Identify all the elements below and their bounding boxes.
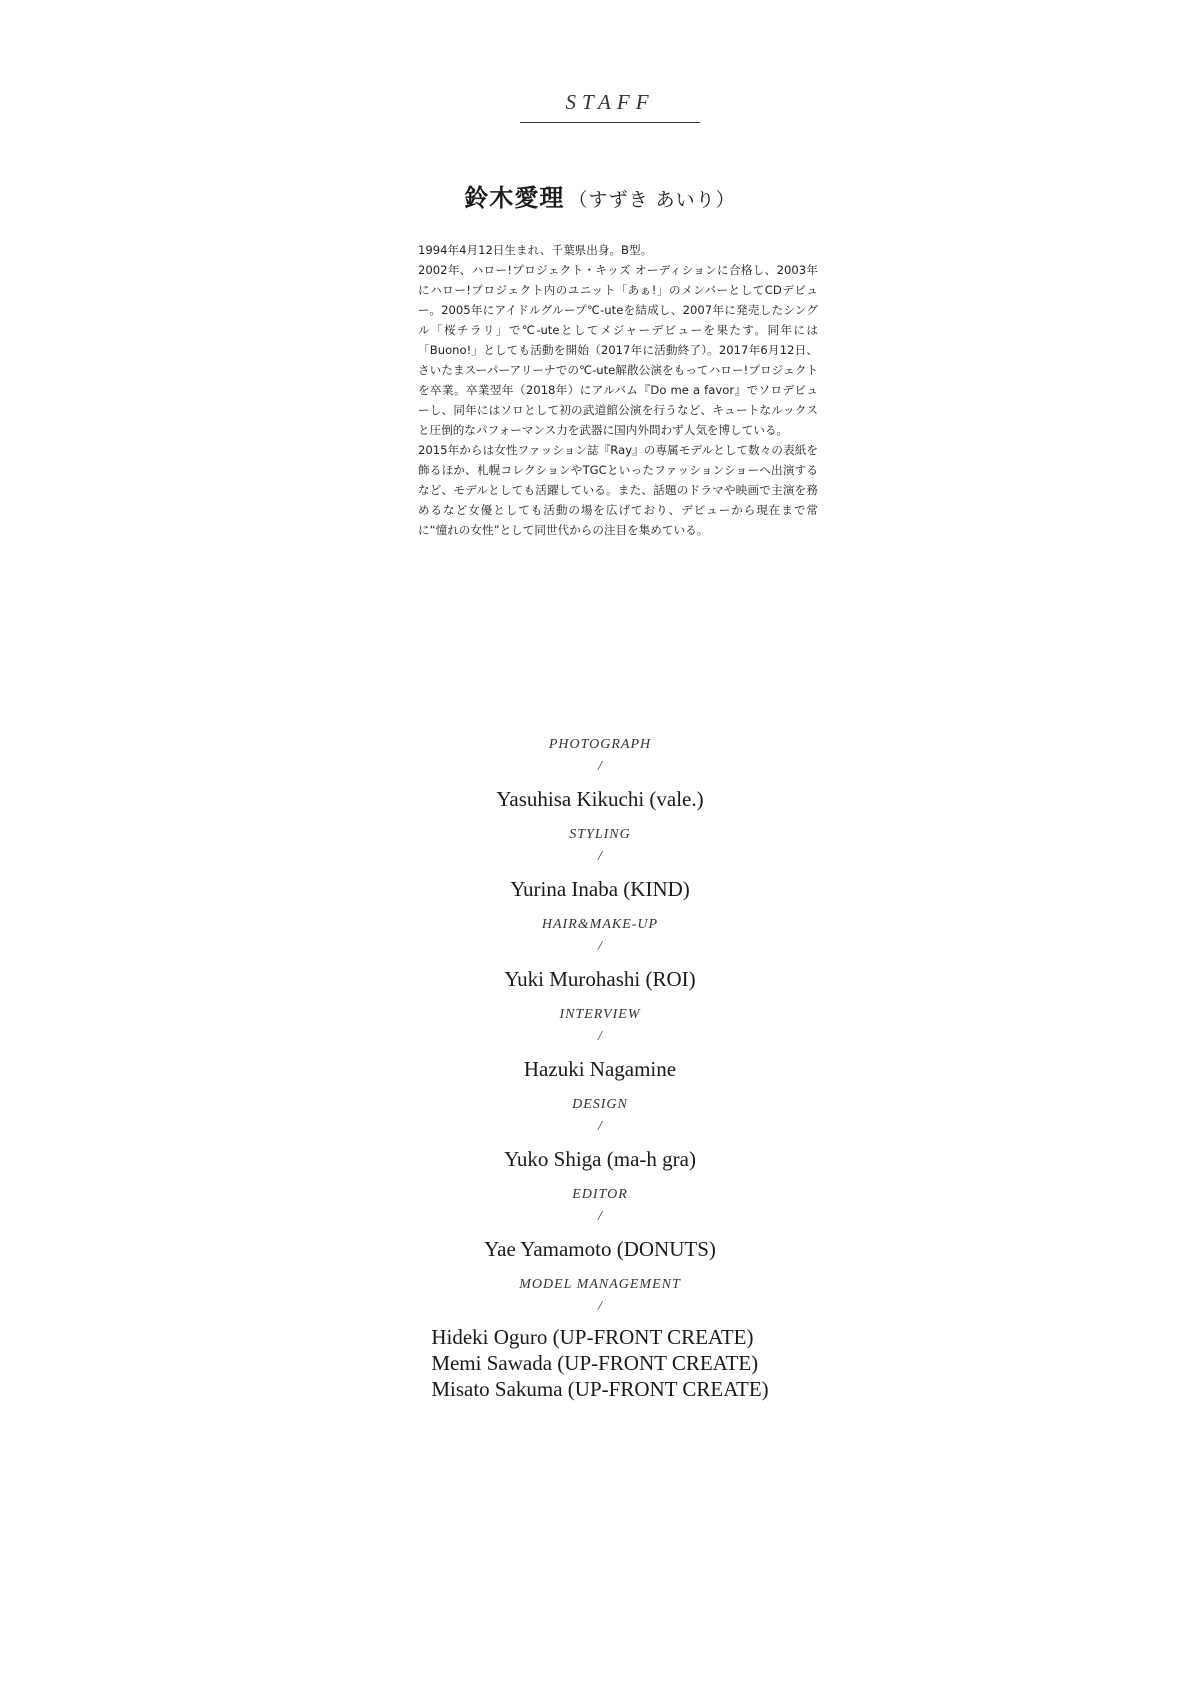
profile-name — [380, 178, 820, 213]
bio-paragraph: 1994年4月12日生まれ、千葉県出身。B型。 — [418, 243, 653, 257]
staff-heading: STAFF — [565, 90, 655, 114]
credit-person: Hideki Oguro (UP-FRONT CREATE) — [431, 1325, 754, 1349]
credit-role: DESIGN — [572, 1097, 628, 1112]
credit-person: Yae Yamamoto (DONUTS) — [484, 1237, 716, 1261]
staff-heading-underline — [520, 122, 700, 123]
credit-separator: / — [598, 1299, 602, 1314]
credit-person: Yasuhisa Kikuchi (vale.) — [496, 787, 704, 811]
credit-role: EDITOR — [572, 1187, 628, 1202]
credit-hair-makeup — [300, 914, 900, 994]
profile-name-japanese: 鈴木愛理 — [464, 184, 565, 212]
credit-person: Memi Sawada (UP-FRONT CREATE) — [431, 1351, 759, 1375]
credit-role: STYLING — [569, 827, 631, 842]
profile-bio — [418, 240, 818, 540]
staff-credits — [300, 734, 900, 1412]
credit-styling — [300, 824, 900, 904]
credit-model-management — [300, 1274, 900, 1402]
credit-person: Yuko Shiga (ma-h gra) — [504, 1147, 696, 1171]
credit-separator: / — [598, 849, 602, 864]
credit-person: Hazuki Nagamine — [523, 1057, 677, 1081]
credit-role: INTERVIEW — [559, 1007, 641, 1022]
bio-paragraph: 2002年、ハロー!プロジェクト・キッズ オーディションに合格し、2003年にハロー!プロジェクト内のユニット「あぁ!」のメンバーとしてCDデビュー。2005年にアイドルグループ℃-uteを結成し、2007年に発売したシングル「桜チラリ」で℃-uteとしてメジャーデビューを果たす。同年には「Buono!」としても活動を開始（2017年に活動終了）。2017年6月12日、さいたまスーパーアリーナでの℃-ute解散公演をもってハロー!プロジェクトを卒業。卒業翌年（2018年）にアルバム『Do me a favor』でソロデビューし、同年にはソロとして初の武道館公演を行うなど、キュートなルックスと圧倒的なパフォーマンス力を武器に国内外問わず人気を博している。 — [418, 263, 818, 437]
credit-separator: / — [598, 1029, 602, 1044]
credit-person: Yuki Murohashi (ROI) — [504, 967, 696, 991]
credit-interview — [300, 1004, 900, 1084]
credit-editor — [300, 1184, 900, 1264]
credit-person: Misato Sakuma (UP-FRONT CREATE) — [431, 1377, 769, 1401]
credit-separator: / — [598, 1119, 602, 1134]
bio-paragraph: 2015年からは女性ファッション誌『Ray』の専属モデルとして数々の表紙を飾るほか、札幌コレクションやTGCといったファッションショーへ出演するなど、モデルとしても活躍している。また、話題のドラマや映画で主演を務めるなど女優としても活動の場を広げており、デビューから現在まで常に“憧れの女性”として同世代からの注目を集めている。 — [418, 443, 818, 537]
credit-role: PHOTOGRAPH — [548, 737, 652, 752]
credit-design — [300, 1094, 900, 1174]
credit-role: MODEL MANAGEMENT — [519, 1277, 681, 1292]
staff-header — [520, 88, 700, 123]
credit-separator: / — [598, 1209, 602, 1224]
credit-photograph — [300, 734, 900, 814]
credit-separator: / — [598, 759, 602, 774]
credit-role: HAIR&MAKE-UP — [541, 917, 659, 932]
credit-person: Yurina Inaba (KIND) — [510, 877, 690, 901]
credit-separator: / — [598, 939, 602, 954]
credit-people-list — [431, 1324, 768, 1402]
profile-name-reading: （すずき あいり） — [568, 189, 736, 211]
